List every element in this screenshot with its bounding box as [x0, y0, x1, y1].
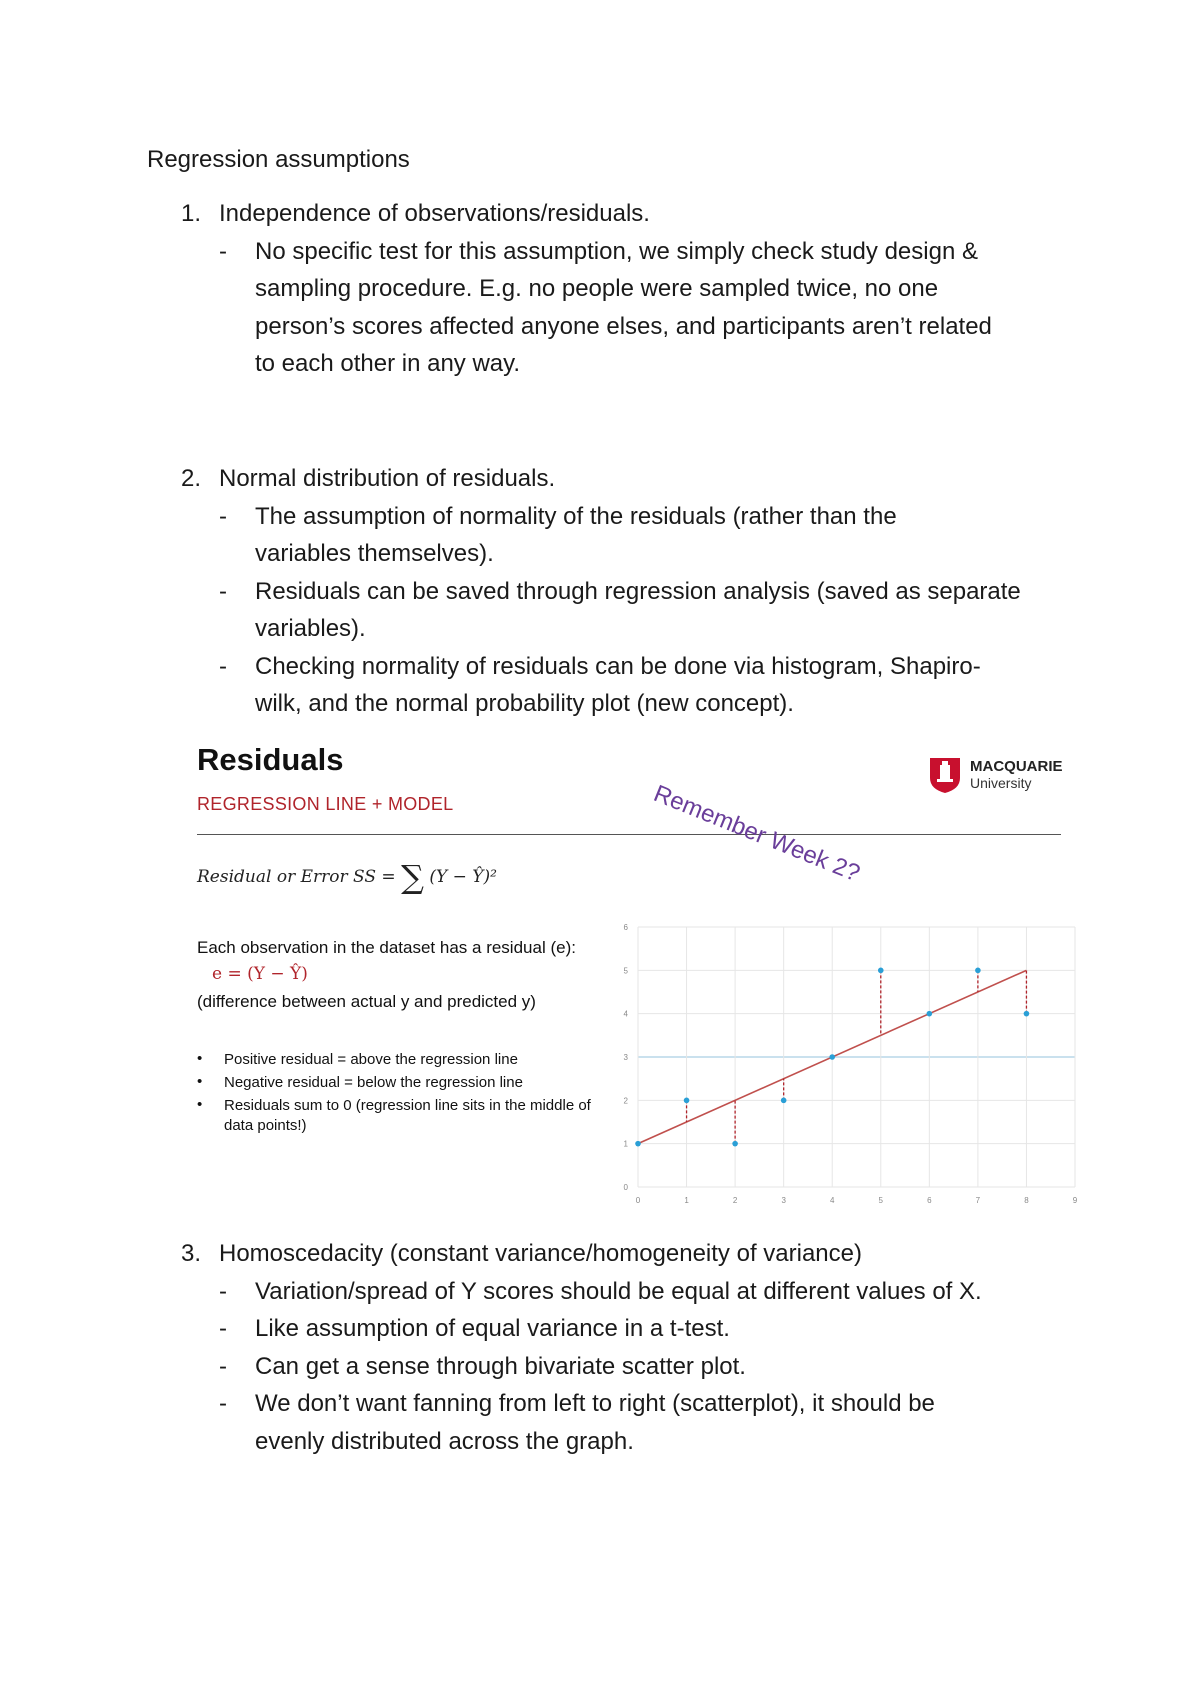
bullet-line: person’s scores affected anyone elses, and participants aren’t related — [255, 313, 992, 340]
slide-title: Residuals — [197, 742, 344, 777]
data-point — [927, 1011, 933, 1017]
slide-divider — [197, 834, 1061, 835]
y-tick-label: 1 — [623, 1139, 628, 1149]
bullet-line: variables themselves). — [255, 540, 494, 567]
x-tick-label: 2 — [732, 1196, 738, 1205]
document-title: Regression assumptions — [147, 146, 410, 173]
data-point — [975, 968, 981, 974]
y-tick-label: 0 — [623, 1183, 628, 1192]
formula-label: Residual or Error SS = — [197, 867, 396, 887]
x-tick-label: 1 — [684, 1196, 689, 1205]
y-tick-label: 2 — [623, 1096, 628, 1106]
x-tick-label: 4 — [829, 1196, 835, 1205]
bullet-dot: • — [197, 1073, 203, 1090]
bullet-line: sampling procedure. E.g. no people were sampled twice, no one — [255, 275, 939, 302]
residuals-slide — [190, 740, 1095, 1210]
observation-text: Each observation in the dataset has a residual (e): — [197, 938, 576, 957]
formula-expression: (Y − Ŷ)² — [429, 867, 497, 887]
residual-formula: e = (Y − Ŷ) — [212, 964, 308, 984]
data-point — [732, 1141, 738, 1147]
bullet-text: Negative residual = below the regression line — [224, 1074, 523, 1091]
bullet-marker: - — [219, 503, 227, 530]
data-point — [1024, 1011, 1030, 1017]
university-logo — [928, 754, 1068, 798]
bullet-marker: - — [219, 1353, 227, 1380]
logo-subtitle: University — [970, 775, 1032, 791]
data-point — [684, 1098, 690, 1104]
x-tick-label: 8 — [1024, 1196, 1029, 1205]
y-tick-label: 6 — [623, 923, 628, 932]
y-tick-label: 3 — [623, 1053, 628, 1062]
item-number: 3. — [181, 1240, 202, 1267]
data-point — [635, 1141, 641, 1147]
bullet-dot: • — [197, 1050, 203, 1067]
bullet-dot: • — [197, 1096, 203, 1113]
bullet-line: No specific test for this assumption, we simply check study design & — [255, 238, 978, 265]
bullet-text: Positive residual = above the regression line — [224, 1051, 518, 1068]
data-point — [878, 968, 884, 974]
bullet-marker: - — [219, 1315, 227, 1342]
y-tick-label: 4 — [623, 1009, 628, 1019]
bullet-line: wilk, and the normal probability plot (new concept). — [255, 690, 794, 717]
x-tick-label: 3 — [781, 1196, 786, 1205]
bullet-line: Variation/spread of Y scores should be equal at different values of X. — [255, 1278, 982, 1305]
x-tick-label: 7 — [975, 1196, 981, 1205]
shield-icon — [928, 756, 962, 794]
bullet-marker: - — [219, 238, 227, 265]
logo-name: MACQUARIE — [970, 758, 1063, 775]
bullet-line: Like assumption of equal variance in a t-test. — [255, 1315, 730, 1342]
x-tick-label: 0 — [635, 1196, 641, 1205]
item-title: Independence of observations/residuals. — [219, 200, 650, 227]
sigma-symbol: ∑ — [401, 858, 424, 896]
bullet-marker: - — [219, 653, 227, 680]
bullet-text: Residuals sum to 0 (regression line sits in the middle of data points!) — [224, 1097, 591, 1134]
item-title: Normal distribution of residuals. — [219, 465, 556, 492]
data-point — [829, 1054, 835, 1060]
item-number: 1. — [181, 200, 202, 227]
bullet-marker: - — [219, 1390, 227, 1417]
bullet-line: evenly distributed across the graph. — [255, 1428, 634, 1455]
item-title: Homoscedacity (constant variance/homogeneity of variance) — [219, 1240, 862, 1267]
sum-of-squares-formula — [197, 858, 497, 896]
bullet-line: The assumption of normality of the residuals (rather than the — [255, 503, 897, 530]
bullet-line: We don’t want fanning from left to right (scatterplot), it should be — [255, 1390, 935, 1417]
x-tick-label: 5 — [878, 1196, 884, 1205]
residual-scatter-chart — [610, 915, 1095, 1210]
data-point — [781, 1098, 787, 1104]
bullet-line: Can get a sense through bivariate scatter plot. — [255, 1353, 746, 1380]
y-tick-label: 5 — [623, 966, 628, 976]
x-tick-label: 6 — [927, 1196, 932, 1205]
difference-text: (difference between actual y and predicted y) — [197, 992, 536, 1011]
bullet-line: Residuals can be saved through regression analysis (saved as separate — [255, 578, 1021, 605]
x-tick-label: 9 — [1072, 1196, 1078, 1205]
slide-subtitle: REGRESSION LINE + MODEL — [197, 794, 454, 814]
bullet-marker: - — [219, 578, 227, 605]
handwritten-annotation: Remember Week 2? — [649, 780, 864, 888]
bullet-line: Checking normality of residuals can be done via histogram, Shapiro- — [255, 653, 981, 680]
item-number: 2. — [181, 465, 202, 492]
bullet-line: variables). — [255, 615, 366, 642]
bullet-marker: - — [219, 1278, 227, 1305]
bullet-line: to each other in any way. — [255, 350, 521, 377]
